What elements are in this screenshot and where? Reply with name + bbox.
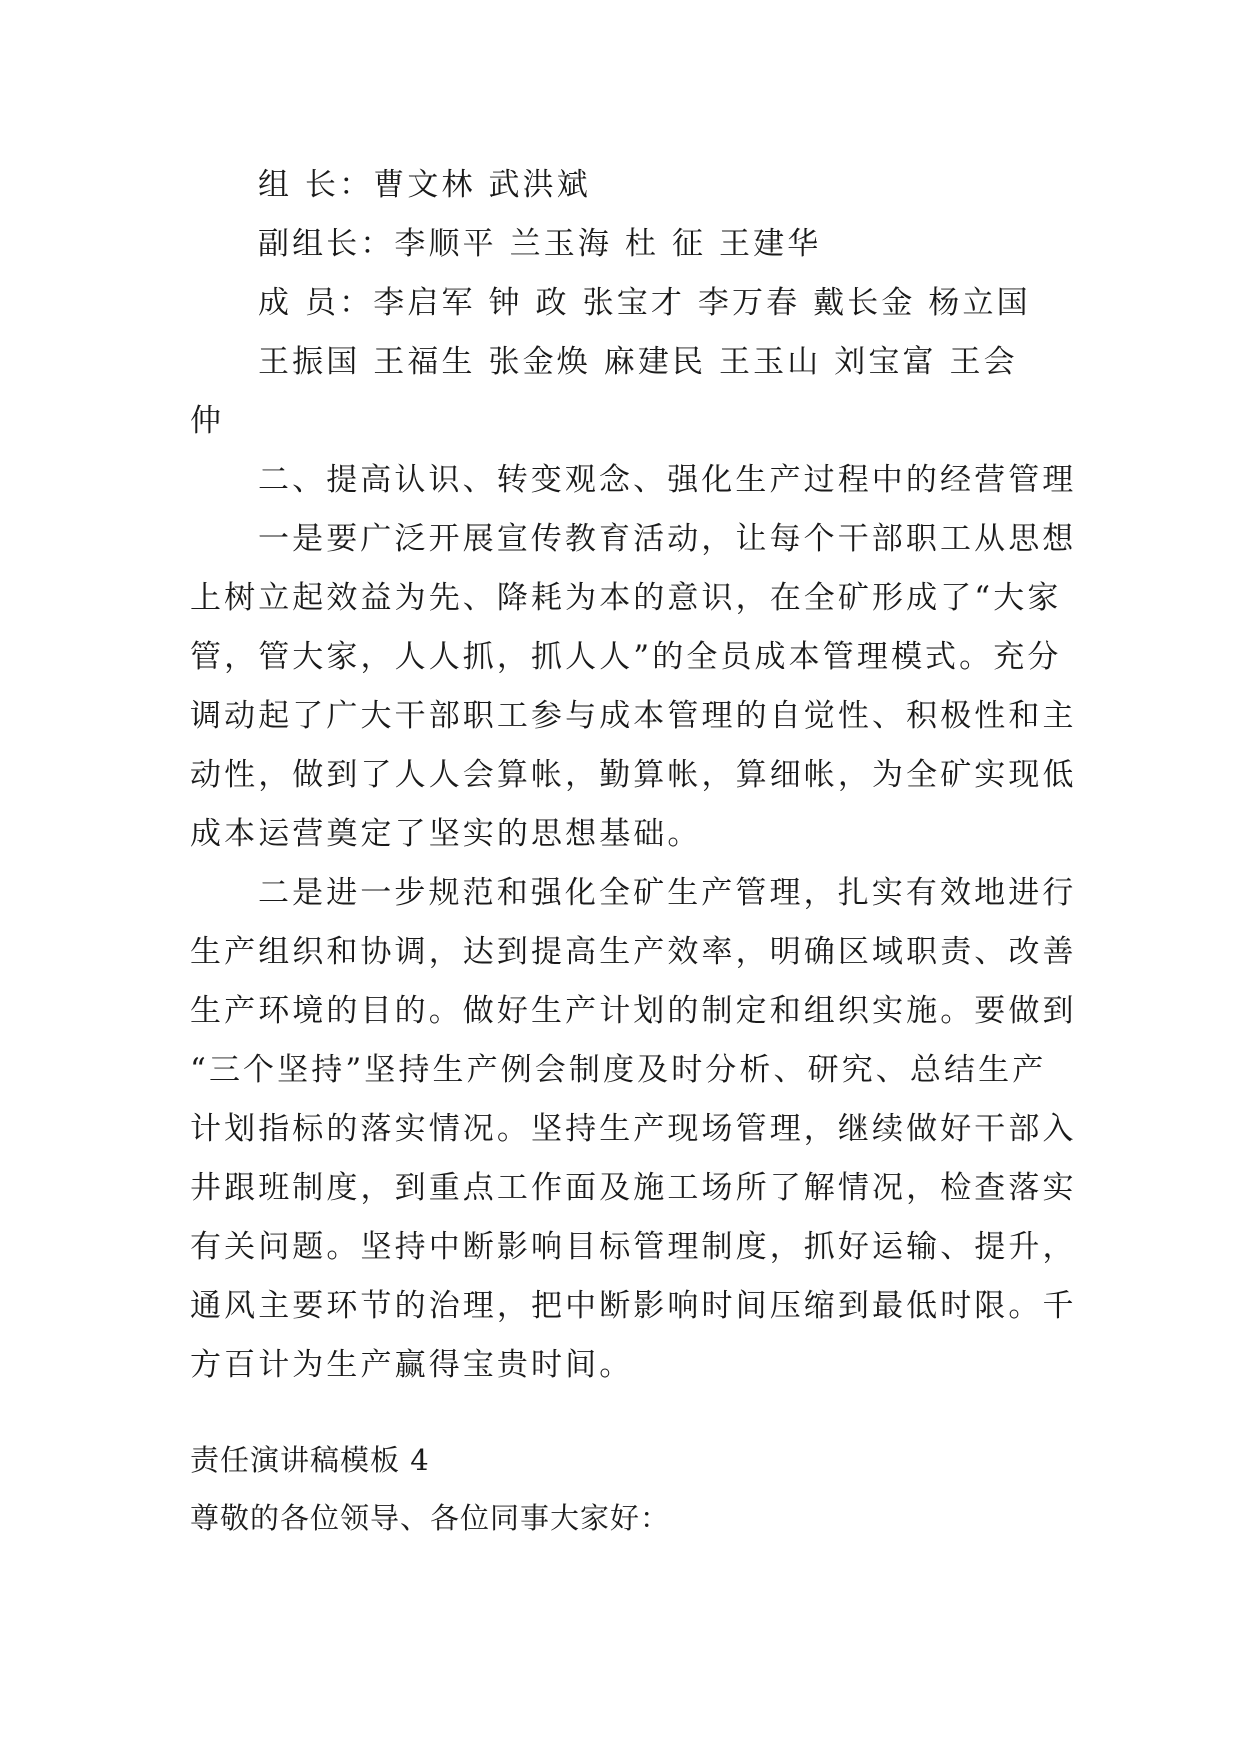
paragraph-two-line: 井跟班制度，到重点工作面及施工场所了解情况，检查落实: [190, 1170, 1077, 1206]
paragraph-one-line: 成本运营奠定了坚实的思想基础。: [190, 816, 702, 852]
paragraph-one-line: 调动起了广大干部职工参与成本管理的自觉性、积极性和主: [190, 698, 1077, 734]
paragraph-two-line: 二是进一步规范和强化全矿生产管理，扎实有效地进行: [258, 875, 1077, 911]
paragraph-one-line: 动性，做到了人人会算帐，勤算帐，算细帐，为全矿实现低: [190, 757, 1077, 793]
paragraph-two-line: 有关问题。坚持中断影响目标管理制度，抓好运输、提升，: [190, 1229, 1077, 1265]
paragraph-two-line: 计划指标的落实情况。坚持生产现场管理，继续做好干部入: [190, 1111, 1077, 1147]
paragraph-one-line: 管，管大家，人人抓，抓人人”的全员成本管理模式。充分: [190, 639, 1062, 675]
members-line: 成 员：李启军 钟 政 张宝才 李万春 戴长金 杨立国: [258, 285, 1031, 321]
leader-line: 组 长：曹文林 武洪斌: [258, 167, 591, 203]
section-heading-two: 二、提高认识、转变观念、强化生产过程中的经营管理: [258, 462, 1077, 498]
deputy-leader-line: 副组长：李顺平 兰玉海 杜 征 王建华: [258, 226, 822, 262]
paragraph-one-line: 一是要广泛开展宣传教育活动，让每个干部职工从思想: [258, 521, 1077, 557]
paragraph-one-line: 上树立起效益为先、降耗为本的意识，在全矿形成了“大家: [190, 580, 1062, 616]
section-title: 责任演讲稿模板 4: [190, 1443, 430, 1477]
paragraph-two-line: 生产环境的目的。做好生产计划的制定和组织实施。要做到: [190, 993, 1077, 1029]
paragraph-two-line: 通风主要环节的治理，把中断影响时间压缩到最低时限。千: [190, 1288, 1077, 1324]
members-line-end: 仲: [190, 403, 225, 439]
greeting: 尊敬的各位领导、各位同事大家好：: [190, 1501, 671, 1535]
paragraph-two-line: “三个坚持”坚持生产例会制度及时分析、研究、总结生产: [190, 1052, 1047, 1088]
members-line-continued: 王振国 王福生 张金焕 麻建民 王玉山 刘宝富 王会: [258, 344, 1018, 380]
paragraph-two-line: 生产组织和协调，达到提高生产效率，明确区域职责、改善: [190, 934, 1077, 970]
paragraph-two-line: 方百计为生产赢得宝贵时间。: [190, 1347, 634, 1383]
